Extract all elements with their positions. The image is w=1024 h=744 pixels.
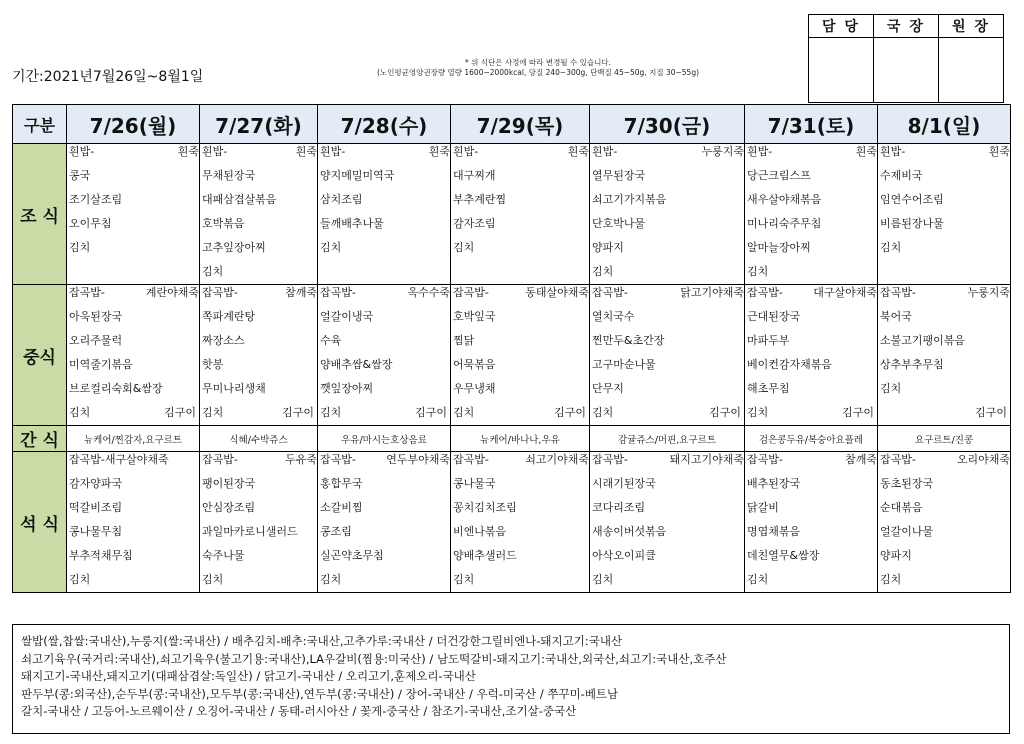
snack-cell: 감귤쥬스/머핀,요구르트 bbox=[590, 426, 745, 452]
porridge-item: 흰죽 bbox=[855, 145, 877, 158]
menu-item: 안심장조림 bbox=[202, 501, 256, 514]
meal-rice-porridge bbox=[200, 452, 317, 472]
menu-item: 팽이된장국 bbox=[202, 477, 256, 490]
kimchi-item: 김치 bbox=[453, 406, 475, 419]
dinner-menu-cell bbox=[878, 452, 1011, 593]
origin-line: 쇠고기육우(국거리:국내산),쇠고기육우(불고기용:국내산),LA우갈비(찜용:미국산) / 남도떡갈비-돼지고기:국내산,외국산,쇠고기:국내산,호주산 bbox=[21, 651, 727, 666]
kimchi-item: 김치 bbox=[320, 406, 342, 419]
menu-item: 수제비국 bbox=[880, 169, 923, 182]
menu-item: 김치 bbox=[69, 241, 91, 254]
meal-rice-porridge bbox=[67, 452, 199, 472]
menu-item: 김치 bbox=[880, 382, 902, 395]
menu-item: 부추계란찜 bbox=[453, 193, 507, 206]
rice-item: 흰밥- bbox=[592, 145, 618, 158]
rice-item: 흰밥- bbox=[202, 145, 228, 158]
porridge-item: 옥수수죽 bbox=[407, 286, 450, 299]
menu-item: 고구마순나물 bbox=[592, 358, 656, 371]
menu-item: 북어국 bbox=[880, 310, 912, 323]
meal-rice-porridge bbox=[590, 144, 744, 164]
rice-item: 잡곡밥- bbox=[747, 453, 783, 466]
menu-item: 새우살야채볶음 bbox=[747, 193, 822, 206]
menu-item: 찐만두&초간장 bbox=[592, 334, 665, 347]
menu-item bbox=[451, 260, 589, 284]
breakfast-menu-cell bbox=[745, 144, 878, 285]
menu-item: 근대된장국 bbox=[747, 310, 801, 323]
snack-row bbox=[13, 426, 1011, 452]
menu-item: 김치 bbox=[69, 573, 91, 586]
menu-item: 미역줄기볶음 bbox=[69, 358, 133, 371]
menu-item: 김치 bbox=[592, 265, 614, 278]
porridge-item: 연두부야채죽 bbox=[386, 453, 450, 466]
meal-rice-porridge bbox=[745, 452, 877, 472]
lunch-menu-cell bbox=[451, 285, 590, 426]
menu-item: 김치 bbox=[453, 573, 475, 586]
menu-item: 단호박나물 bbox=[592, 217, 646, 230]
porridge-item: 흰죽 bbox=[428, 145, 450, 158]
meal-kimchi-laver bbox=[878, 401, 1010, 425]
meal-rice-porridge bbox=[318, 285, 450, 305]
meal-kimchi-laver bbox=[67, 401, 199, 425]
menu-item: 임연수어조림 bbox=[880, 193, 944, 206]
porridge-item: 오리야채죽 bbox=[956, 453, 1010, 466]
menu-item: 열무된장국 bbox=[592, 169, 646, 182]
breakfast-label: 조 식 bbox=[13, 144, 67, 285]
meal-rice-porridge bbox=[590, 452, 744, 472]
laver-item: 김구이 bbox=[975, 406, 1007, 419]
origin-line: 판두부(콩:외국산),순두부(콩:국내산),모두부(콩:국내산),연두부(콩:국내산) / 장어-국내산 / 우럭-미국산 / 쭈꾸미-베트남 bbox=[21, 686, 619, 701]
meal-rice-porridge bbox=[878, 452, 1010, 472]
kimchi-item: 김치 bbox=[69, 406, 91, 419]
porridge-item: 흰죽 bbox=[295, 145, 317, 158]
approval-head: 원 장 bbox=[939, 15, 1004, 38]
snack-cell: 검은콩두유/복숭아요플레 bbox=[745, 426, 878, 452]
porridge-item: 동태살야채죽 bbox=[525, 286, 589, 299]
notice-line-2: (노인평균영양권장량 열량 1600~2000kcal, 당질 240~300g, 단백질 45~50g, 지질 30~55g) bbox=[376, 68, 700, 77]
menu-item: 김치 bbox=[202, 265, 224, 278]
menu-item: 동초된장국 bbox=[880, 477, 934, 490]
origin-info bbox=[12, 624, 1010, 734]
rice-item: 흰밥- bbox=[880, 145, 906, 158]
weekly-menu-table bbox=[12, 104, 1011, 593]
approval-staff-sign bbox=[809, 38, 874, 103]
menu-item: 호박잎국 bbox=[453, 310, 496, 323]
menu-item: 시래기된장국 bbox=[592, 477, 656, 490]
lunch-label: 중식 bbox=[13, 285, 67, 426]
menu-item: 꽁치김치조림 bbox=[453, 501, 517, 514]
lunch-menu-cell bbox=[745, 285, 878, 426]
meal-kimchi-laver bbox=[200, 401, 317, 425]
menu-item: 오이무침 bbox=[69, 217, 112, 230]
menu-item: 대패삼겹살볶음 bbox=[202, 193, 277, 206]
menu-item: 마파두부 bbox=[747, 334, 790, 347]
menu-item: 쪽파계란탕 bbox=[202, 310, 256, 323]
menu-item: 과일마카로니샐러드 bbox=[202, 525, 298, 538]
menu-item: 실곤약초무침 bbox=[320, 549, 384, 562]
menu-item: 상추부추무침 bbox=[880, 358, 944, 371]
rice-item: 잡곡밥- bbox=[880, 286, 916, 299]
breakfast-menu-cell bbox=[590, 144, 745, 285]
menu-item bbox=[878, 260, 1010, 284]
meal-kimchi-laver bbox=[451, 401, 589, 425]
approval-box bbox=[808, 14, 1004, 103]
breakfast-menu-cell bbox=[878, 144, 1011, 285]
rice-item: 잡곡밥- bbox=[880, 453, 916, 466]
menu-item: 닭갈비 bbox=[747, 501, 779, 514]
menu-item: 순대볶음 bbox=[880, 501, 923, 514]
menu-item: 소갈비찜 bbox=[320, 501, 363, 514]
menu-item: 콩국 bbox=[69, 169, 91, 182]
menu-period: 기간:2021년7월26일~8월1일 bbox=[12, 69, 204, 85]
menu-item: 김치 bbox=[880, 573, 902, 586]
meal-rice-porridge bbox=[878, 285, 1010, 305]
menu-item: 부추적채무침 bbox=[69, 549, 133, 562]
menu-item: 오리주물럭 bbox=[69, 334, 123, 347]
meal-rice-porridge bbox=[67, 285, 199, 305]
menu-item: 양파지 bbox=[880, 549, 912, 562]
dinner-menu-cell bbox=[200, 452, 318, 593]
lunch-menu-cell bbox=[878, 285, 1011, 426]
origin-line: 갈치-국내산 / 고등어-노르웨이산 / 오징어-국내산 / 동태-러시아산 / 꽃게-중국산 / 참조기-국내산,조기살-중국산 bbox=[21, 704, 577, 718]
menu-item: 양파지 bbox=[592, 241, 624, 254]
menu-item bbox=[67, 260, 199, 284]
menu-item: 얼갈이나물 bbox=[880, 525, 934, 538]
menu-item: 단무지 bbox=[592, 382, 624, 395]
menu-item: 무채된장국 bbox=[202, 169, 256, 182]
day-header: 7/31(토) bbox=[745, 105, 878, 144]
menu-item: 배추된장국 bbox=[747, 477, 801, 490]
meal-kimchi-laver bbox=[590, 401, 744, 425]
menu-item: 대구찌개 bbox=[453, 169, 496, 182]
menu-item: 떡갈비조림 bbox=[69, 501, 123, 514]
snack-cell: 우유/마시는호상음료 bbox=[318, 426, 451, 452]
header-label: 구분 bbox=[13, 105, 67, 144]
rice-item: 흰밥- bbox=[320, 145, 346, 158]
nutrition-notice bbox=[318, 58, 758, 78]
menu-item: 삼치조림 bbox=[320, 193, 363, 206]
menu-item: 수육 bbox=[320, 334, 342, 347]
rice-item: 잡곡밥- bbox=[747, 286, 783, 299]
meal-rice-porridge bbox=[745, 285, 877, 305]
rice-item: 잡곡밥- bbox=[69, 286, 105, 299]
menu-item: 무미나리생채 bbox=[202, 382, 266, 395]
menu-item: 코다리조림 bbox=[592, 501, 646, 514]
menu-item: 당근크림스프 bbox=[747, 169, 811, 182]
approval-head-sign bbox=[939, 38, 1004, 103]
menu-item: 비름된장나물 bbox=[880, 217, 944, 230]
menu-item: 비엔나볶음 bbox=[453, 525, 507, 538]
rice-item: 흰밥- bbox=[747, 145, 773, 158]
porridge-item: 흰죽 bbox=[988, 145, 1010, 158]
meal-kimchi-laver bbox=[318, 401, 450, 425]
rice-item: 잡곡밥-새구살야채죽 bbox=[69, 453, 169, 466]
dinner-menu-cell bbox=[745, 452, 878, 593]
menu-item: 짜장소스 bbox=[202, 334, 245, 347]
porridge-item: 누룽지죽 bbox=[701, 145, 744, 158]
rice-item: 잡곡밥- bbox=[202, 453, 238, 466]
menu-item: 김치 bbox=[202, 573, 224, 586]
breakfast-menu-cell bbox=[67, 144, 200, 285]
laver-item: 김구이 bbox=[842, 406, 874, 419]
menu-item: 아삭오이피클 bbox=[592, 549, 656, 562]
breakfast-row bbox=[13, 144, 1011, 285]
menu-item: 김치 bbox=[592, 573, 614, 586]
lunch-menu-cell bbox=[67, 285, 200, 426]
menu-item: 명엽채볶음 bbox=[747, 525, 801, 538]
meal-rice-porridge bbox=[318, 144, 450, 164]
menu-item: 김치 bbox=[880, 241, 902, 254]
menu-item: 김치 bbox=[747, 573, 769, 586]
rice-item: 흰밥- bbox=[69, 145, 95, 158]
menu-item: 김치 bbox=[320, 241, 342, 254]
menu-item: 얼갈이냉국 bbox=[320, 310, 374, 323]
snack-label: 간 식 bbox=[13, 426, 67, 452]
dinner-menu-cell bbox=[451, 452, 590, 593]
porridge-item: 대구살야채죽 bbox=[813, 286, 877, 299]
menu-item: 김치 bbox=[747, 265, 769, 278]
menu-item: 들깨배추나물 bbox=[320, 217, 384, 230]
menu-item: 데친열무&쌈장 bbox=[747, 549, 820, 562]
day-header: 7/28(수) bbox=[318, 105, 451, 144]
menu-item bbox=[318, 260, 450, 284]
menu-item: 해초무침 bbox=[747, 382, 790, 395]
snack-cell: 요구르트/진콩 bbox=[878, 426, 1011, 452]
meal-rice-porridge bbox=[878, 144, 1010, 164]
lunch-menu-cell bbox=[590, 285, 745, 426]
meal-rice-porridge bbox=[590, 285, 744, 305]
menu-item: 아욱된장국 bbox=[69, 310, 123, 323]
kimchi-item: 김치 bbox=[202, 406, 224, 419]
breakfast-menu-cell bbox=[318, 144, 451, 285]
snack-cell: 식혜/수박쥬스 bbox=[200, 426, 318, 452]
menu-item: 브로컬리숙회&쌈장 bbox=[69, 382, 163, 395]
menu-item: 고추잎장아찌 bbox=[202, 241, 266, 254]
day-header: 7/26(월) bbox=[67, 105, 200, 144]
meal-rice-porridge bbox=[451, 452, 589, 472]
menu-item: 콩나물무침 bbox=[69, 525, 123, 538]
dinner-menu-cell bbox=[67, 452, 200, 593]
menu-item: 감자양파국 bbox=[69, 477, 123, 490]
lunch-row bbox=[13, 285, 1011, 426]
menu-item: 양배추쌈&쌈장 bbox=[320, 358, 393, 371]
menu-item: 소불고기팽이볶음 bbox=[880, 334, 966, 347]
porridge-item: 돼지고기야채죽 bbox=[669, 453, 744, 466]
menu-item: 알마늘장아찌 bbox=[747, 241, 811, 254]
rice-item: 흰밥- bbox=[453, 145, 479, 158]
dinner-row bbox=[13, 452, 1011, 593]
porridge-item: 참깨죽 bbox=[285, 286, 317, 299]
porridge-item: 두유죽 bbox=[285, 453, 317, 466]
porridge-item: 누룽지죽 bbox=[967, 286, 1010, 299]
laver-item: 김구이 bbox=[164, 406, 196, 419]
breakfast-menu-cell bbox=[451, 144, 590, 285]
rice-item: 잡곡밥- bbox=[592, 286, 628, 299]
laver-item: 김구이 bbox=[554, 406, 586, 419]
menu-item: 찜닭 bbox=[453, 334, 475, 347]
origin-line: 돼지고기-국내산,돼지고기(대패삼겹살:독일산) / 닭고기-국내산 / 오리고기,훈제오리-국내산 bbox=[21, 669, 476, 683]
rice-item: 잡곡밥- bbox=[453, 286, 489, 299]
origin-line: 쌀밥(쌀,찹쌀:국내산),누룽지(쌀:국내산) / 배추김치-배추:국내산,고추가루:국내산 / 더건강한그릴비엔나-돼지고기:국내산 bbox=[21, 634, 623, 648]
porridge-item: 흰죽 bbox=[177, 145, 199, 158]
rice-item: 잡곡밥- bbox=[202, 286, 238, 299]
lunch-menu-cell bbox=[318, 285, 451, 426]
menu-item: 김치 bbox=[320, 573, 342, 586]
menu-item: 조기살조림 bbox=[69, 193, 123, 206]
kimchi-item: 김치 bbox=[747, 406, 769, 419]
menu-item: 베이컨감자채볶음 bbox=[747, 358, 833, 371]
approval-director-sign bbox=[874, 38, 939, 103]
day-header: 8/1(일) bbox=[878, 105, 1011, 144]
day-header: 7/29(목) bbox=[451, 105, 590, 144]
laver-item: 김구이 bbox=[282, 406, 314, 419]
porridge-item: 계란야채죽 bbox=[145, 286, 199, 299]
menu-item: 호박볶음 bbox=[202, 217, 245, 230]
menu-item: 양배추샐러드 bbox=[453, 549, 517, 562]
menu-item: 김치 bbox=[453, 241, 475, 254]
menu-item: 열치국수 bbox=[592, 310, 635, 323]
meal-rice-porridge bbox=[451, 144, 589, 164]
dinner-label: 석 식 bbox=[13, 452, 67, 593]
lunch-menu-cell bbox=[200, 285, 318, 426]
menu-item: 쇠고기가지볶음 bbox=[592, 193, 667, 206]
rice-item: 잡곡밥- bbox=[592, 453, 628, 466]
meal-rice-porridge bbox=[451, 285, 589, 305]
porridge-item: 닭고기야채죽 bbox=[680, 286, 744, 299]
menu-item: 숙주나물 bbox=[202, 549, 245, 562]
meal-rice-porridge bbox=[67, 144, 199, 164]
menu-item: 우무냉채 bbox=[453, 382, 496, 395]
menu-item: 콩조림 bbox=[320, 525, 352, 538]
meal-rice-porridge bbox=[745, 144, 877, 164]
menu-item: 콩나물국 bbox=[453, 477, 496, 490]
menu-item: 홍합무국 bbox=[320, 477, 363, 490]
notice-line-1: * 위 식단은 사정에 따라 변경될 수 있습니다. bbox=[465, 58, 611, 67]
menu-item: 미나리숙주무침 bbox=[747, 217, 822, 230]
breakfast-menu-cell bbox=[200, 144, 318, 285]
meal-rice-porridge bbox=[200, 285, 317, 305]
approval-director: 국 장 bbox=[874, 15, 939, 38]
day-header: 7/27(화) bbox=[200, 105, 318, 144]
kimchi-item: 김치 bbox=[592, 406, 614, 419]
porridge-item: 쇠고기야채죽 bbox=[525, 453, 589, 466]
menu-item: 핫봉 bbox=[202, 358, 224, 371]
menu-item: 어묵볶음 bbox=[453, 358, 496, 371]
menu-item: 깻잎장아찌 bbox=[320, 382, 374, 395]
day-header: 7/30(금) bbox=[590, 105, 745, 144]
menu-item: 새송이버섯볶음 bbox=[592, 525, 667, 538]
rice-item: 잡곡밥- bbox=[320, 453, 356, 466]
meal-rice-porridge bbox=[318, 452, 450, 472]
porridge-item: 참깨죽 bbox=[845, 453, 877, 466]
approval-staff: 담 당 bbox=[809, 15, 874, 38]
menu-item: 감자조림 bbox=[453, 217, 496, 230]
dinner-menu-cell bbox=[318, 452, 451, 593]
rice-item: 잡곡밥- bbox=[453, 453, 489, 466]
dinner-menu-cell bbox=[590, 452, 745, 593]
meal-rice-porridge bbox=[200, 144, 317, 164]
snack-cell: 뉴케어/바나나,우유 bbox=[451, 426, 590, 452]
snack-cell: 뉴케어/찐감자,요구르트 bbox=[67, 426, 200, 452]
meal-kimchi-laver bbox=[745, 401, 877, 425]
laver-item: 김구이 bbox=[709, 406, 741, 419]
rice-item: 잡곡밥- bbox=[320, 286, 356, 299]
laver-item: 김구이 bbox=[415, 406, 447, 419]
header-row bbox=[13, 105, 1011, 144]
porridge-item: 흰죽 bbox=[567, 145, 589, 158]
menu-item: 양지메밀미역국 bbox=[320, 169, 395, 182]
